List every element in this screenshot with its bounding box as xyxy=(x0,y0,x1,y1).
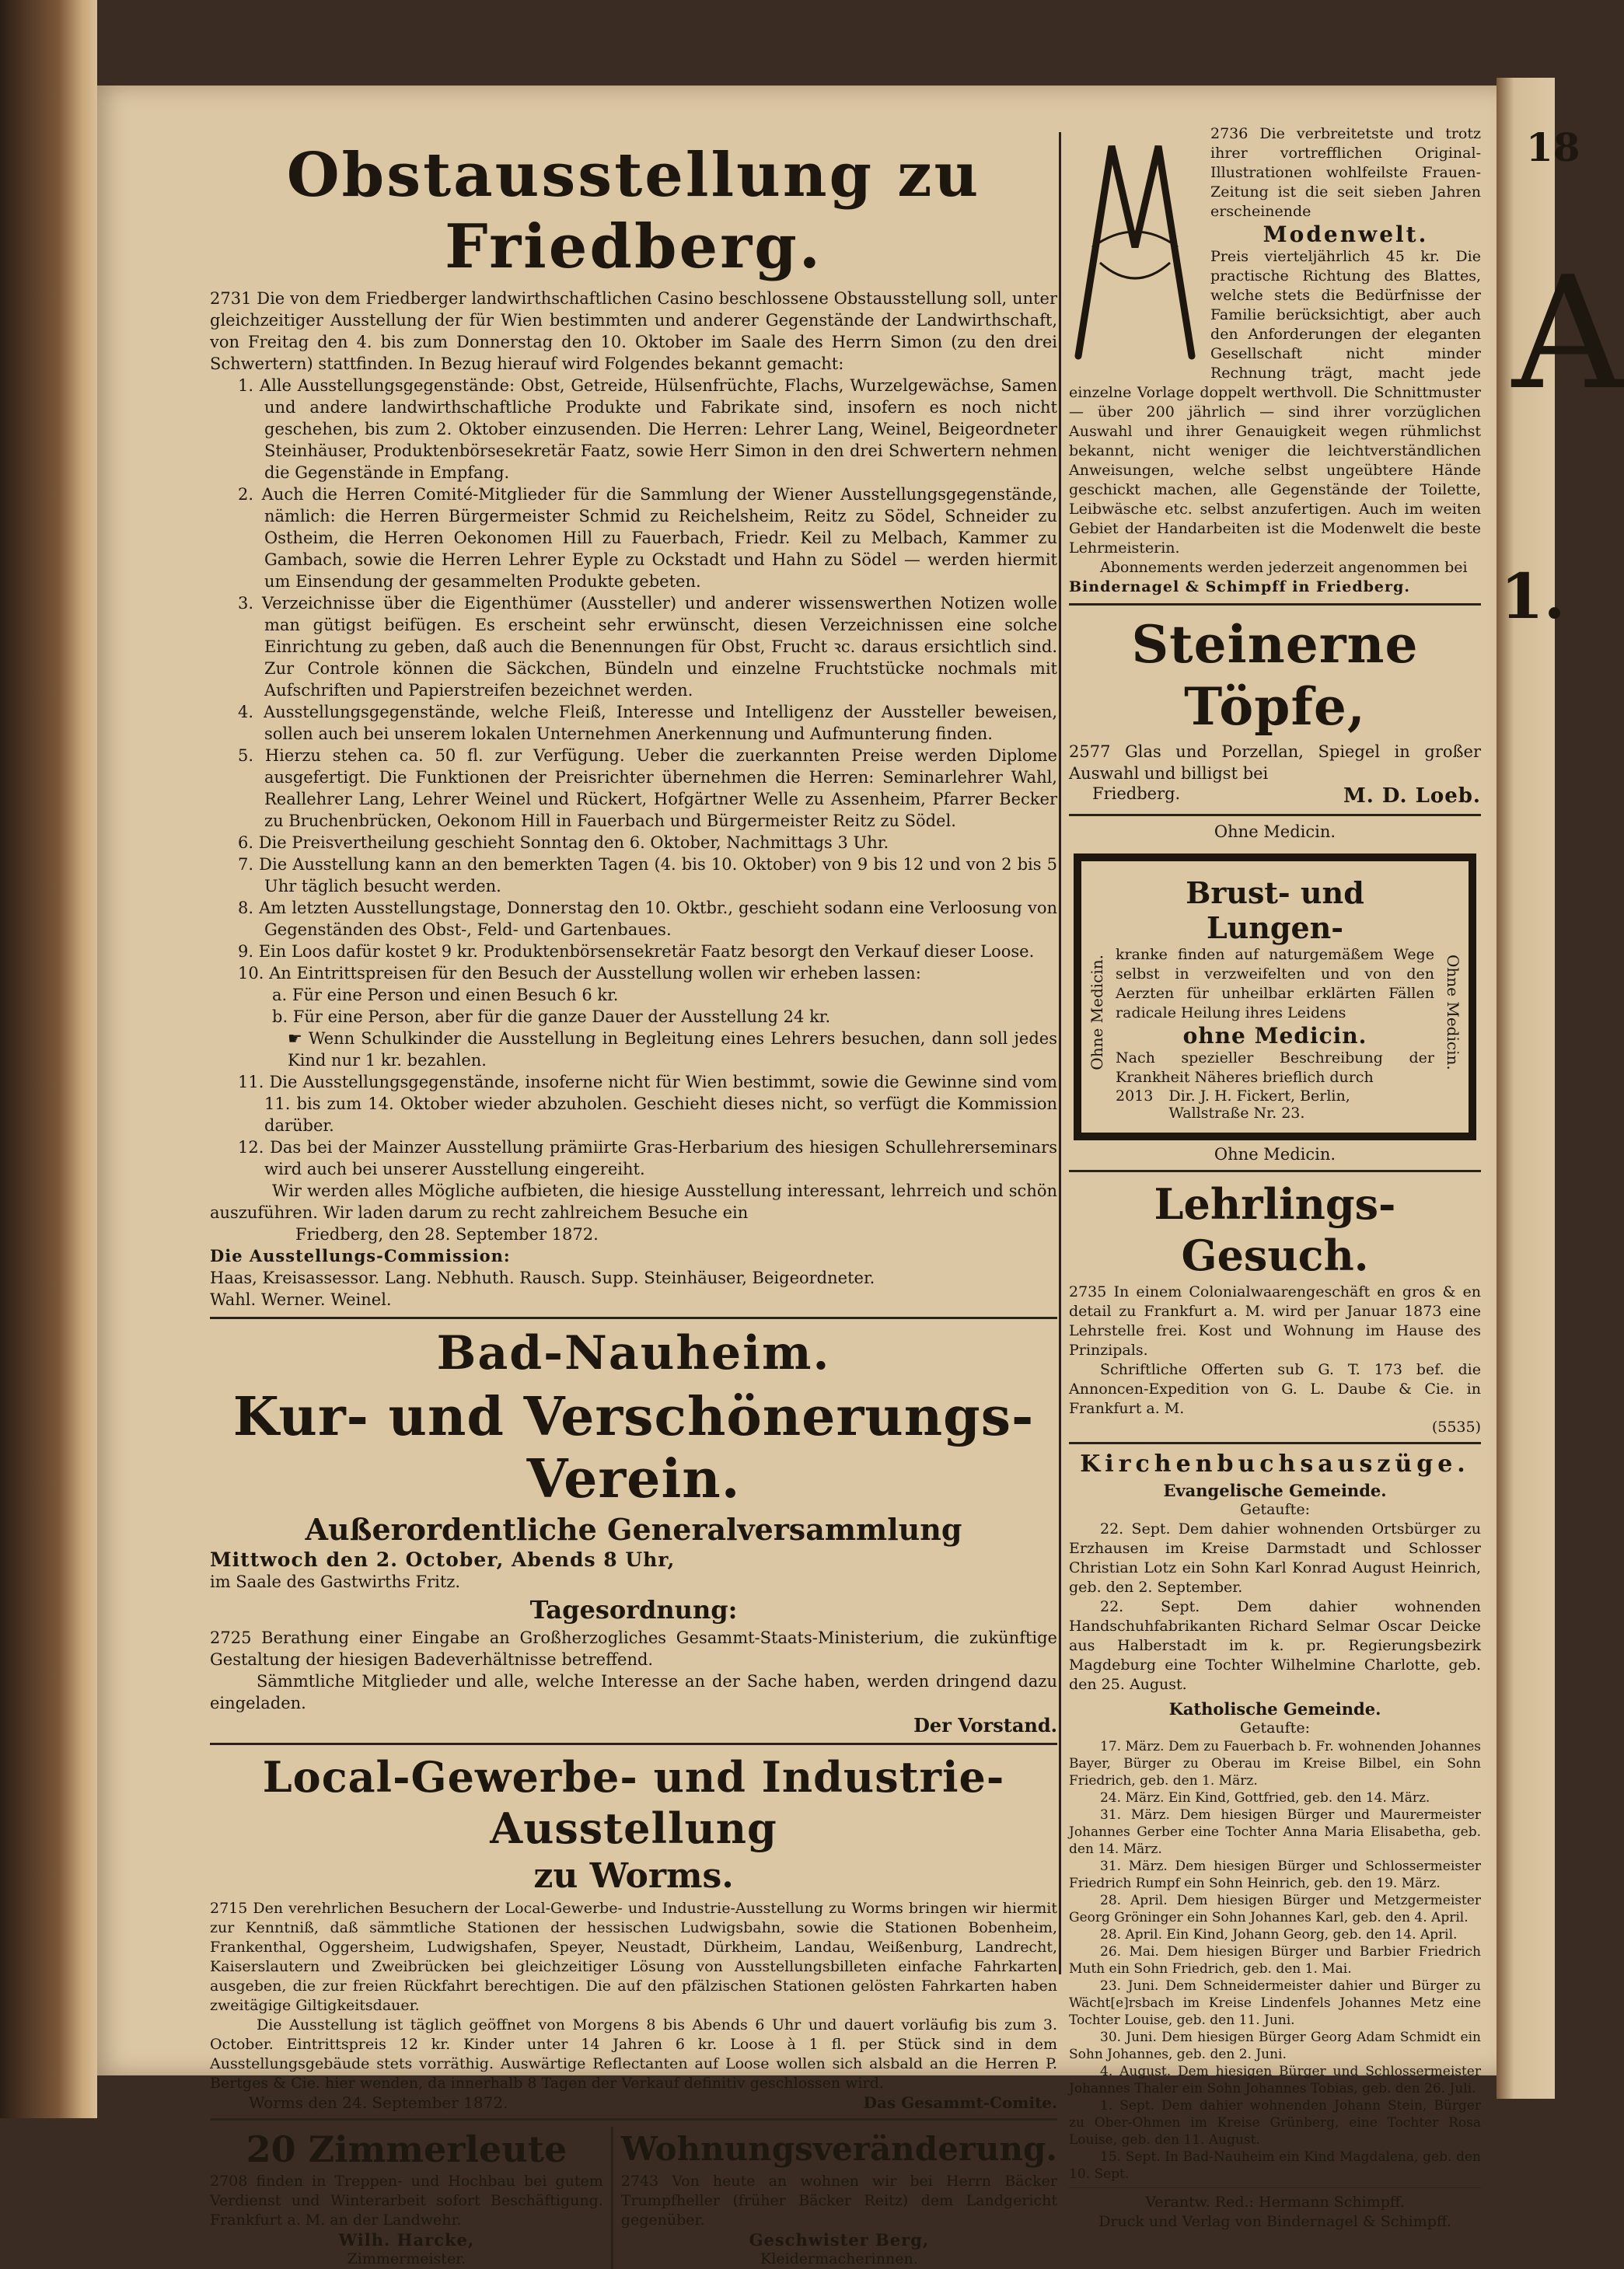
zimmerleute-signature: Wilh. Harcke, xyxy=(338,2230,475,2250)
obst-closing: Wir werden alles Mögliche aufbieten, die hiesige Ausstellung interessant, lehrreich und schön auszuführen. Wir laden darum zu recht zahlreichem Besuche ein xyxy=(210,1182,1057,1222)
brust-title: Brust- und Lungen- xyxy=(1186,875,1364,945)
lehrling-text2: Schriftliche Offerten sub G. T. 173 bef. die Annoncen-Expedition von G. L. Daube & Cie. in Frankfurt a. M. xyxy=(1069,1361,1481,1417)
church-entry: 1. Sept. Dem dahier wohnenden Johann Stein, Bürger zu Ober-Ohmen im Kreise Grünberg, eine Tochter Rosa Louise, geb. den 11. August. xyxy=(1069,2098,1481,2148)
nauheim-agenda-title: Tagesordnung: xyxy=(529,1595,738,1625)
obst-date: Friedberg, den 28. September 1872. xyxy=(295,1225,599,1244)
evang-getaufte: Getaufte: xyxy=(1240,1501,1310,1518)
section-divider xyxy=(1069,814,1481,816)
book-spine xyxy=(0,0,97,2118)
church-entry: 22. Sept. Dem dahier wohnenden Handschuhfabrikanten Richard Selmar Oscar Deicke aus Halberstadt im k. pr. Regierungsbezirk Magdeburg eine Tochter Wilhelmine Charlotte, geb. den 25. August. xyxy=(1069,1598,1481,1693)
lehrling-title: Lehrlings-Gesuch. xyxy=(1154,1179,1396,1280)
section-divider xyxy=(210,1317,1057,1319)
obst-commission-title: Die Ausstellungs-Commission: xyxy=(210,1246,511,1265)
modenwelt-text3: Abonnements werden jederzeit angenommen bei xyxy=(1100,559,1468,576)
zimmerleute-title: 20 Zimmerleute xyxy=(246,2128,568,2170)
nauheim-title: Bad-Nauheim. xyxy=(436,1326,831,1381)
obst-item: 10. An Eintrittspreisen für den Besuch der Ausstellung wollen wir erheben lassen: xyxy=(238,964,921,983)
brust-side-left: Ohne Medicin. xyxy=(1088,955,1106,1070)
church-entry: 26. Mai. Dem hiesigen Bürger und Barbier Friedrich Muth ein Sohn Friedrich, geb. den 1. Mai. xyxy=(1069,1944,1481,1977)
adjacent-page-number: 18 xyxy=(1526,124,1580,170)
kath-getaufte: Getaufte: xyxy=(1240,1719,1310,1737)
church-entry: 22. Sept. Dem dahier wohnenden Ortsbürger zu Erzhausen im Kreise Darmstadt und Schlosser Christian Lotz ein Sohn Karl Konrad August Heinrich, geb. den 2. September. xyxy=(1069,1520,1481,1596)
obst-item: 1. Alle Ausstellungsgegenstände: Obst, Getreide, Hülsenfrüchte, Flachs, Wurzelgewächse, Samen und andere landwirthschaftliche Produkte und Fabrikate sind, insofern es noch nicht geschehen, bis zum 2. Oktober einzusenden. Die Herren: Lehrer Lang, Weinel, Beigeordneter Steinhäuser, Produktenbörsesekretär Faatz, sowie Herr Simon in den drei Schwertern nehmen die Gegenstände in Empfang. xyxy=(238,376,1057,482)
steinerne-ad xyxy=(1069,613,1481,808)
footer-printer: Druck und Verlag von Bindernagel & Schimpff. xyxy=(1098,2213,1451,2230)
brust-caption-top: Ohne Medicin. xyxy=(1214,822,1336,841)
church-entry: 28. April. Ein Kind, Johann Georg, geb. den 14. April. xyxy=(1100,1927,1458,1943)
church-entry: 30. Juni. Dem hiesigen Bürger Georg Adam Schmidt ein Sohn Johannes, geb. den 2. Juni. xyxy=(1069,2030,1481,2062)
section-divider xyxy=(210,1743,1057,1745)
obst-item: 9. Ein Loos dafür kostet 9 kr. Produktenbörsensekretär Faatz besorgt den Verkauf dieser Loose. xyxy=(238,942,1035,961)
zimmerleute-role: Zimmermeister. xyxy=(347,2250,466,2267)
wohnung-ad xyxy=(621,2127,1057,2269)
right-column xyxy=(1069,124,1481,2232)
section-divider xyxy=(210,2118,1057,2121)
zimmerleute-text: 2708 finden in Treppen- und Hochbau bei gutem Verdienst und Winterarbeit sofort Beschäftigung. Frankfurt a. M. an der Landwehr. xyxy=(210,2173,603,2229)
modenwelt-logo-icon xyxy=(1069,131,1201,364)
church-entry: 15. Sept. In Bad-Nauheim ein Kind Magdalena, geb. den 10. Sept. xyxy=(1069,2149,1481,2182)
section-divider xyxy=(1069,1170,1481,1172)
small-ads-row xyxy=(210,2127,1057,2269)
modenwelt-ad xyxy=(1069,124,1481,597)
kirchenbuch-title: Kirchenbuchsauszüge. xyxy=(1080,1450,1470,1478)
ad-separator xyxy=(611,2127,613,2269)
kirchenbuch-section xyxy=(1069,1450,1481,2183)
section-divider xyxy=(1069,1442,1481,1444)
church-entry: 17. März. Dem zu Fauerbach b. Fr. wohnenden Johannes Bayer, Bürger zu Oberau im Kreise Bilbel, ein Sohn Friedrich, geb. den 1. März. xyxy=(1069,1739,1481,1789)
obst-title: Obstausstellung zu Friedberg. xyxy=(286,140,981,282)
wohnung-title: Wohnungsveränderung. xyxy=(620,2130,1057,2168)
column-divider xyxy=(1059,132,1061,1974)
worms-subtitle: zu Worms. xyxy=(533,1856,734,1896)
nauheim-meeting-title: Außerordentliche Generalversammlung xyxy=(305,1512,962,1547)
nauheim-where: im Saale des Gastwirths Fritz. xyxy=(210,1573,461,1591)
zimmerleute-ad xyxy=(210,2127,603,2269)
church-entry: 31. März. Dem hiesigen Bürger und Schlossermeister Friedrich Rumpf ein Sohn Heinrich, geb. den 19. März. xyxy=(1069,1859,1481,1891)
adjacent-heading: 1. xyxy=(1500,560,1566,633)
worms-date: Worms den 24. September 1872. xyxy=(249,2093,508,2112)
brust-text: kranke finden auf naturgemäßem Wege selbst in verzweifelten und von den Aerzten für unheilbar erklärten Fällen radicale Heilung ihres Leidens xyxy=(1116,946,1434,1021)
steinerne-footer xyxy=(1069,784,1481,808)
adjacent-initial: A xyxy=(1512,243,1624,424)
lehrling-text: 2735 In einem Colonialwaarengeschäft en gros & en detail zu Frankfurt a. M. wird per Januar 1873 eine Lehrstelle frei. Kost und Wohnung im Hause des Prinzipals. xyxy=(1069,1283,1481,1359)
obst-item: 7. Die Ausstellung kann an den bemerkten Tagen (4. bis 10. Oktober) von 9 bis 12 und von 2 bis 5 Uhr täglich besucht werden. xyxy=(238,855,1057,895)
nauheim-agenda: 2725 Berathung einer Eingabe an Großherzogliches Gesammt-Staats-Ministerium, die zukünftige Gestaltung der hiesigen Badeverhältnisse betreffend. xyxy=(210,1628,1057,1669)
wohnung-text: 2743 Von heute an wohnen wir bei Herrn Bäcker Trumpfheller (früher Bäcker Reitz) dem Landgericht gegenüber. xyxy=(620,2173,1057,2229)
obst-price-a: a. Für eine Person und einen Besuch 6 kr. xyxy=(272,986,619,1004)
brust-side-right: Ohne Medicin. xyxy=(1444,955,1462,1070)
nauheim-announcement xyxy=(210,1325,1057,1737)
nauheim-when: Mittwoch den 2. October, Abends 8 Uhr, xyxy=(210,1548,676,1571)
nauheim-subtitle: Kur- und Verschönerungs-Verein. xyxy=(232,1386,1035,1510)
steinerne-signature: M. D. Loeb. xyxy=(1343,784,1481,808)
worms-text2: Die Ausstellung ist täglich geöffnet von Morgens 8 bis Abends 6 Uhr und dauert vorläufig bis zum 3. October. Eintrittspreis 12 kr. Kinder unter 14 Jahren 6 kr. Loose à 1 fl. per Stück sind in dem Ausstellungsgebäude stets vorräthig. Auswärtige Reflectanten auf Loose wollen sich alsbald an die Herren P. Bertges & Cie. hier wenden, da innerhalb 8 Tagen der Verkauf definitiv geschlossen wird. xyxy=(210,2016,1057,2092)
obst-item: 5. Hierzu stehen ca. 50 fl. zur Verfügung. Ueber die zuerkannten Preise werden Diplome ausgefertigt. Die Funktionen der Preisrichter übernehmen die Herren: Seminarlehrer Wahl, Reallehrer Lang, Lehrer Weinel und Rückert, Hofgärtner Welle zu Assenheim, Pfarrer Becker zu Bruchenbrücken, Oekonom Hill in Fauerbach und Bürgermeister Reitz zu Södel. xyxy=(238,746,1057,830)
brust-ad xyxy=(1069,822,1481,1164)
obst-hand-note: ☛ Wenn Schulkinder die Ausstellung in Begleitung eines Lehrers besuchen, dann soll jedes Kind nur 1 kr. bezahlen. xyxy=(288,1029,1057,1070)
left-column xyxy=(210,132,1057,2269)
footer-editor: Verantw. Red.: Hermann Schimpff. xyxy=(1145,2194,1405,2211)
church-entry: 28. April. Dem hiesigen Bürger und Metzgermeister Georg Gröninger ein Sohn Johannes Karl, geb. den 4. April. xyxy=(1069,1893,1481,1925)
modenwelt-text1: 2736 Die verbreitetste und trotz ihrer vortrefflichen Original-Illustrationen wohlfeilste Frauen-Zeitung ist die seit sieben Jahren erscheinende xyxy=(1210,125,1481,220)
brust-ohne: ohne Medicin. xyxy=(1182,1023,1367,1049)
obst-announcement xyxy=(210,140,1057,1311)
modenwelt-publisher: Bindernagel & Schimpff in Friedberg. xyxy=(1069,578,1410,595)
steinerne-title: Steinerne Töpfe, xyxy=(1131,614,1419,737)
evang-heading: Evangelische Gemeinde. xyxy=(1163,1481,1387,1500)
worms-announcement xyxy=(210,1751,1057,2112)
brust-caption-bottom: Ohne Medicin. xyxy=(1214,1145,1336,1164)
worms-text: 2715 Den verehrlichen Besuchern der Local-Gewerbe- und Industrie-Ausstellung zu Worms bringen wir hiermit zur Kenntniß, daß sämmtliche Stationen der hessischen Ludwigsbahn, sowie die Stationen Bobenheim, Frankenthal, Oggersheim, Ludwigshafen, Speyer, Neustadt, Dürkheim, Landau, Weißenburg, Landrecht, Kaiserslautern und Zweibrücken bei gleichzeitiger Lösung von Ausstellungsbilleten einfache Fahrkarten ausgeben, die zur freien Rückfahrt berechtigen. Die auf den pfälzischen Stationen gelösten Fahrkarten haben zweitägige Giltigkeitsdauer. xyxy=(210,1900,1057,2014)
nauheim-signature: Der Vorstand. xyxy=(913,1714,1057,1737)
adjacent-page-edge xyxy=(1497,78,1624,2099)
church-entry: 31. März. Dem hiesigen Bürger und Maurermeister Johannes Gerber eine Tochter Anna Maria Elisabetha, geb. den 14. März. xyxy=(1069,1807,1481,1857)
lehrling-ad xyxy=(1069,1178,1481,1436)
obst-item: 3. Verzeichnisse über die Eigenthümer (Aussteller) und anderer wissenswerthen Notizen wolle man gütigst beifügen. Es erscheint sehr erwünscht, diesen Verzeichnissen eine solche Einrichtung zu geben, daß auch die Benennungen für Obst, Frucht ꝛc. daraus ersichtlich sind. Zur Controle können die Säckchen, Bündeln und einzelne Fruchtstücke nochmals mit Aufschriften und Papierstreifen bezeichnet werden. xyxy=(238,594,1057,700)
footer-divider xyxy=(1069,2187,1481,2188)
obst-commission-names: Wahl. Werner. Weinel. xyxy=(210,1290,392,1309)
obst-item: 2. Auch die Herren Comité-Mitglieder für die Sammlung der Wiener Ausstellungsgegenstände, nämlich: die Herren Bürgermeister Schmid zu Reichelsheim, Reitz zu Södel, Schneider zu Ostheim, die Herren Oekonomen Hill zu Fauerbach, Friedr. Keil zu Melbach, Kammer zu Gambach, sowie die Herren Lehrer Eyple zu Ockstadt und Hahn zu Södel — werden hiermit um Einsendung der gesammelten Produkte gebeten. xyxy=(238,485,1057,591)
wohnung-role: Kleidermacherinnen. xyxy=(760,2250,918,2267)
nauheim-invite: Sämmtliche Mitglieder und alle, welche Interesse an der Sache haben, werden dringend dazu eingeladen. xyxy=(210,1672,1057,1712)
brust-frame xyxy=(1074,853,1476,1140)
steinerne-place: Friedberg. xyxy=(1092,784,1181,803)
brust-text2: Nach spezieller Beschreibung der Krankheit Näheres brieflich durch xyxy=(1116,1049,1434,1086)
obst-intro: 2731 Die von dem Friedberger landwirthschaftlichen Casino beschlossene Obstausstellung soll, unter gleichzeitiger Ausstellung der für Wien bestimmten und anderer Gegenstände der Landwirthschaft, von Freitag den 4. bis zum Donnerstag den 10. Oktober im Saale des Herrn Simon (zu den drei Schwertern) stattfinden. In Bezug hierauf wird Folgendes bekannt gemacht: xyxy=(210,289,1057,373)
church-entry: 4. August. Dem hiesigen Bürger und Schlossermeister Johannes Thaler ein Sohn Johannes Tobias, geb. den 26. Juli. xyxy=(1069,2064,1481,2096)
modenwelt-title: Modenwelt. xyxy=(1263,222,1429,247)
kath-heading: Katholische Gemeinde. xyxy=(1168,1699,1381,1719)
obst-commission-names: Haas, Kreisassessor. Lang. Nebhuth. Rausch. Supp. Steinhäuser, Beigeordneter. xyxy=(210,1269,875,1287)
obst-item: 11. Die Ausstellungsgegenstände, insoferne nicht für Wien bestimmt, sowie die Gewinne sind vom 11. bis zum 14. Oktober wieder abzuholen. Geschieht dieses nicht, so verfügt die Kommission darüber. xyxy=(238,1073,1057,1135)
modenwelt-text2: Preis vierteljährlich 45 kr. Die practische Richtung des Blattes, welche stets die Bedürfnisse der Familie berücksichtigt, aber auch den Anforderungen der eleganten Gesellschaft nicht minder Rechnung trägt, macht jede einzelne Vorlage doppelt werthvoll. Die Schnittmuster — über 200 jährlich — sind ihrer vorzüglichen Auswahl und ihrer Genauigkeit wegen rühmlichst bekannt, nicht weniger die leichtverständlichen Anweisungen, welche selbst ungeübtere Hände geschickt machen, alle Gegenstände der Toilette, Leibwäsche etc. selbst anzufertigen. Auch im weiten Gebiet der Handarbeiten ist die Modenwelt die beste Lehrmeisterin. xyxy=(1069,248,1481,557)
obst-item: 8. Am letzten Ausstellungstage, Donnerstag den 10. Oktbr., geschieht sodann eine Verloosung von Gegenständen des Obst-, Feld- und Gartenbaues. xyxy=(238,899,1057,939)
worms-signature: Das Gesammt-Comite. xyxy=(863,2093,1057,2112)
lehrling-code: (5535) xyxy=(1431,1419,1481,1436)
brust-address-number: 2013 xyxy=(1116,1087,1154,1105)
obst-item: 12. Das bei der Mainzer Ausstellung prämiirte Gras-Herbarium des hiesigen Schullehrerseminars wird auch bei unserer Ausstellung eingereiht. xyxy=(238,1138,1057,1178)
wohnung-signature: Geschwister Berg, xyxy=(749,2230,930,2250)
brust-address: Dir. J. H. Fickert, Berlin, Wallstraße Nr. 23. xyxy=(1168,1087,1350,1122)
obst-price-b: b. Für eine Person, aber für die ganze Dauer der Ausstellung 24 kr. xyxy=(272,1007,831,1026)
worms-title: Local-Gewerbe- und Industrie-Ausstellung xyxy=(262,1752,1005,1853)
obst-item: 4. Ausstellungsgegenstände, welche Fleiß, Interesse und Intelligenz der Aussteller beweisen, sollen auch bei unserem lokalen Unternehmen Anerkennung und Aufmunterung finden. xyxy=(238,703,1057,743)
church-entry: 24. März. Ein Kind, Gottfried, geb. den 14. März. xyxy=(1100,1790,1430,1806)
brust-address-row xyxy=(1116,1087,1434,1122)
worms-footer xyxy=(210,2093,1057,2112)
obst-item: 6. Die Preisvertheilung geschieht Sonntag den 6. Oktober, Nachmittags 3 Uhr. xyxy=(238,833,889,852)
section-divider xyxy=(1069,603,1481,606)
steinerne-text: 2577 Glas und Porzellan, Spiegel in großer Auswahl und billigst bei xyxy=(1069,742,1481,783)
church-entry: 23. Juni. Dem Schneidermeister dahier und Bürger zu Wächt[e]rsbach im Kreise Lindenfels Johannes Metz eine Tochter Louise, geb. den 11. Juni. xyxy=(1069,1978,1481,2028)
